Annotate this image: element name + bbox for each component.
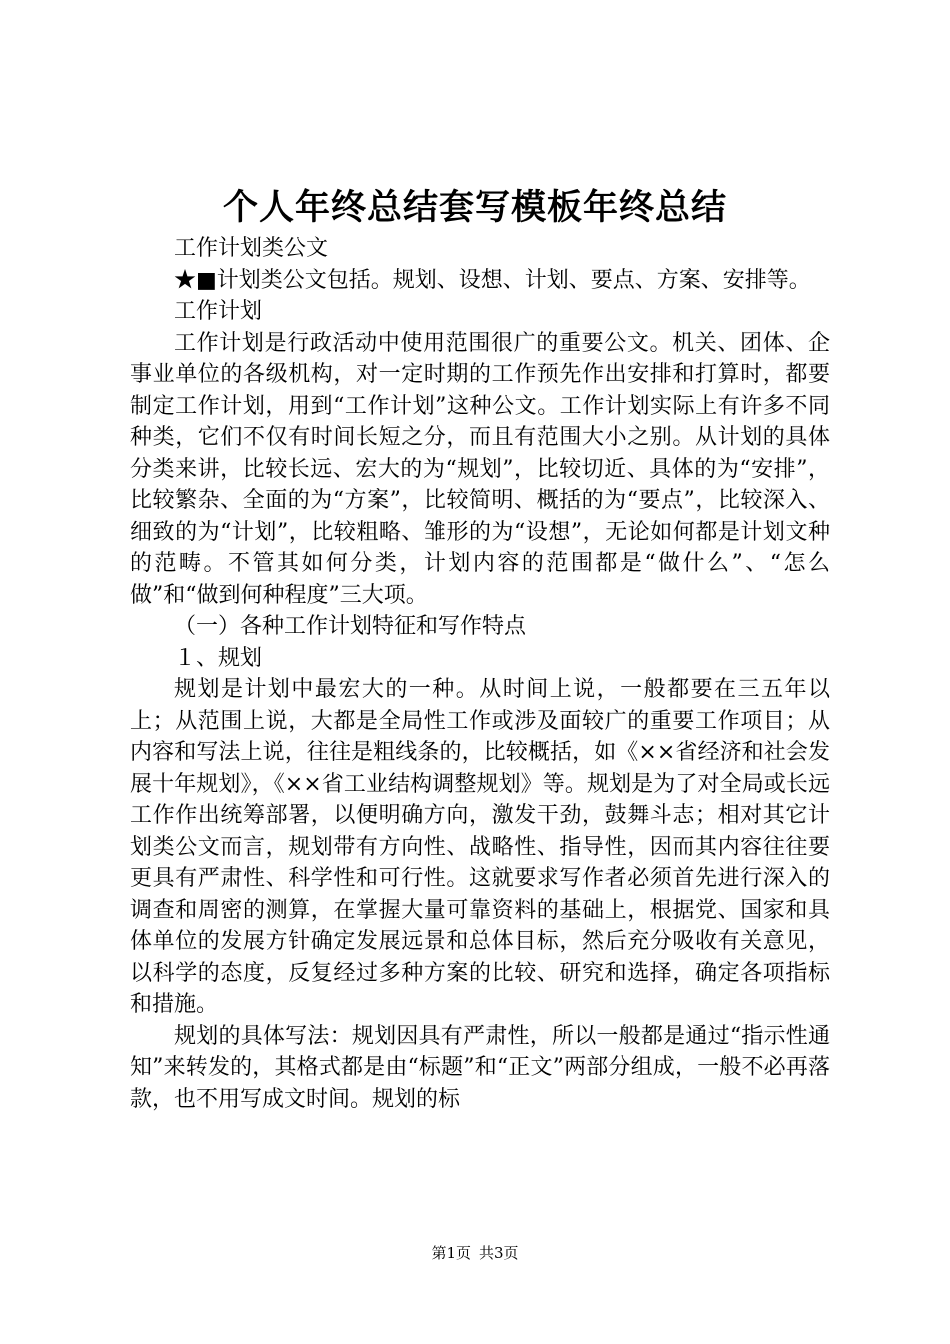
- paragraph-heading-work-plan: 工作计划: [174, 299, 263, 324]
- document-body: [130, 233, 830, 1115]
- page-total: 共3页: [479, 1244, 519, 1262]
- paragraph-work-plan-intro: 工作计划是行政活动中使用范围很广的重要公文。机关、团体、企事业单位的各级机构，对一定时期的工作预先作出安排和打算时，都要制定工作计划，用到“工作计划”这种公文。工作计划实际上有许多不同种类，它们不仅有时间长短之分，而且有范围大小之别。从计划的具体分类来讲，比较长远、宏大的为“规划”，比较切近、具体的为“安排”，比较繁杂、全面的为“方案”，比较简明、概括的为“要点”，比较深入、细致的为“计划”，比较粗略、雏形的为“设想”，无论如何都是计划文种的范畴。不管其如何分类，计划内容的范围都是“做什么”、“怎么做”和“做到何种程度”三大项。: [130, 330, 830, 608]
- paragraph-planning-description: 规划是计划中最宏大的一种。从时间上说，一般都要在三五年以上；从范围上说，大都是全局性工作或涉及面较广的重要工作项目；从内容和写法上说，往往是粗线条的，比较概括，如《××省经济和社会发展十年规划》，《××省工业结构调整规划》等。规划是为了对全局或长远工作作出统筹部署，以便明确方向，激发干劲，鼓舞斗志；相对其它计划类公文而言，规划带有方向性、战略性、指导性，因而其内容往往要更具有严肃性、科学性和可行性。这就要求写作者必须首先进行深入的调查和周密的测算，在掌握大量可靠资料的基础上，根据党、国家和具体单位的发展方针确定发展远景和总体目标，然后充分吸收有关意见，以科学的态度，反复经过多种方案的比较、研究和选择，确定各项指标和措施。: [130, 677, 830, 1017]
- paragraph-heading-work-plan-docs: 工作计划类公文: [174, 236, 329, 261]
- paragraph-planning-writing: 规划的具体写法：规划因具有严肃性，所以一般都是通过“指示性通知”来转发的，其格式都是由“标题”和“正文”两部分组成，一般不必再落款，也不用写成文时间。规划的标: [130, 1023, 830, 1112]
- paragraph-subheading-planning: １、规划: [174, 645, 263, 671]
- paragraph-section-heading: （一）各种工作计划特征和写作特点: [174, 614, 527, 639]
- page-number: 第1页: [431, 1244, 471, 1262]
- page-footer: [0, 1243, 950, 1263]
- paragraph-plan-doc-types: ★■计划类公文包括。规划、设想、计划、要点、方案、安排等。: [174, 267, 811, 293]
- document-title: 个人年终总结套写模板年终总结: [222, 187, 727, 228]
